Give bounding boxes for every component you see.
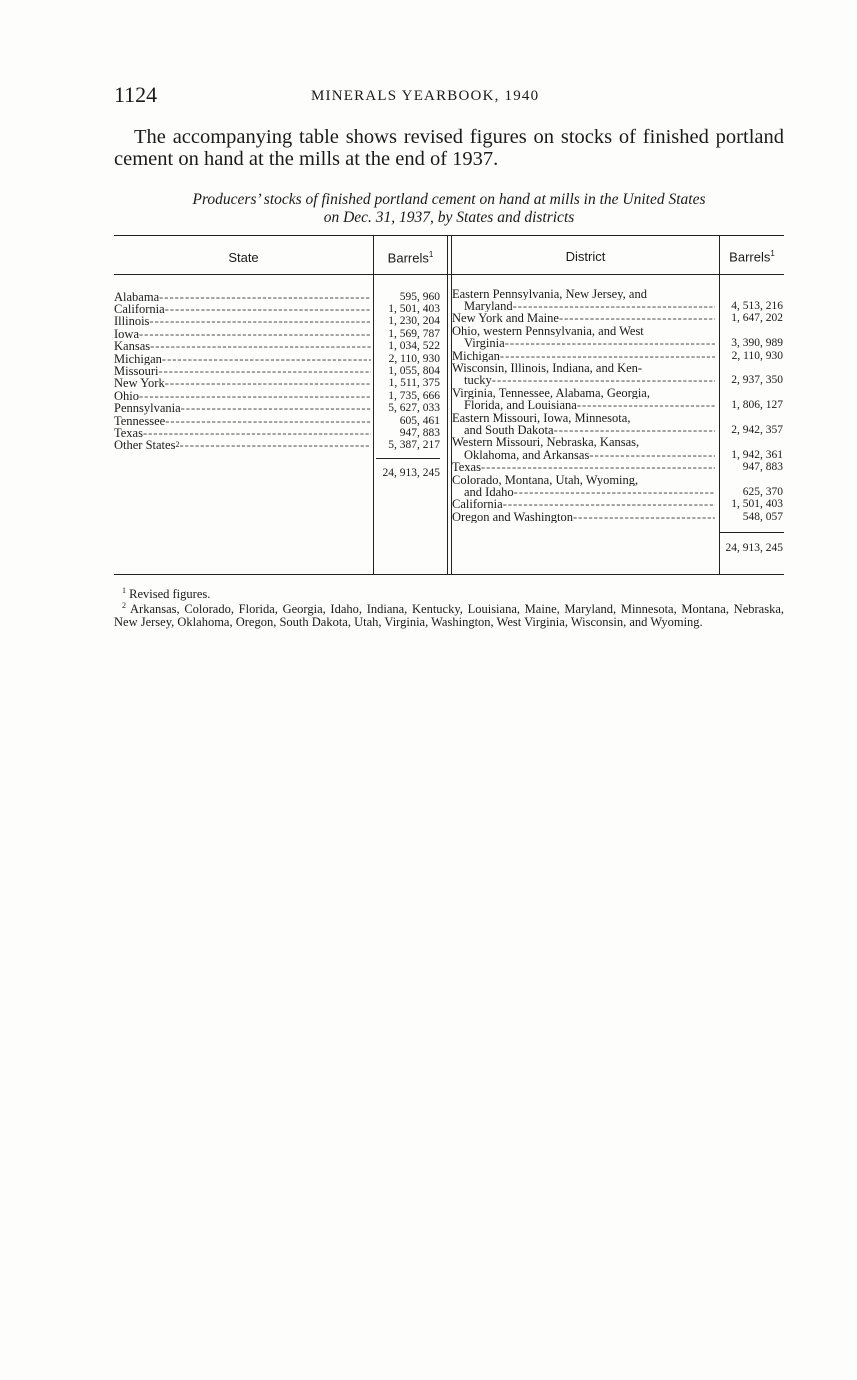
leader-dots: [559, 312, 715, 324]
district-total-rule: [720, 532, 784, 533]
district-name-continued: Maryland: [464, 299, 513, 313]
district-barrels: 625, 370: [742, 486, 783, 498]
leader-dots: [139, 328, 371, 340]
column-rule: [447, 236, 448, 574]
district-name: Michigan: [452, 349, 500, 362]
state-name: Pennsylvania: [114, 402, 181, 415]
leader-dots: [162, 353, 371, 365]
district-name: California: [452, 498, 503, 511]
district-barrels: 3, 390, 989: [731, 337, 783, 350]
state-name: Iowa: [114, 327, 139, 341]
district-row: [452, 387, 715, 399]
page-header: [114, 82, 784, 116]
district-row-continued: [460, 337, 715, 349]
barrels-header-districts: Barrels$^1$: [729, 248, 775, 264]
leader-dots: [481, 461, 715, 473]
header-rule: [114, 274, 784, 275]
spacer: [720, 362, 783, 374]
district-name: Eastern Missouri, Iowa, Minnesota,: [452, 411, 631, 424]
intro-paragraph: The accompanying table shows revised figures on stocks of finished portland cement on hand at the mills at the end of 1937.: [114, 126, 784, 170]
district-row: [452, 461, 715, 473]
state-name: Ohio: [114, 389, 139, 403]
leader-dots: [165, 303, 371, 315]
leader-dots: [139, 390, 371, 402]
district-barrels: 1, 647, 202: [731, 312, 783, 325]
leader-dots: [492, 374, 715, 386]
district-row: [452, 325, 715, 337]
district-row: [452, 436, 715, 448]
leader-dots: [165, 415, 371, 427]
state-barrels: 1, 511, 375: [388, 377, 440, 390]
state-barrels: 1, 735, 666: [388, 389, 440, 402]
state-row: [114, 365, 371, 377]
district-name-continued: and South Dakota: [464, 423, 554, 437]
leader-dots: [573, 511, 715, 523]
leader-dots: [165, 377, 371, 389]
spacer: [720, 387, 783, 399]
district-column: [452, 287, 715, 524]
state-total: 24, 913, 245: [382, 466, 440, 479]
district-row: [452, 288, 715, 300]
footnote-1: $^1$ Revised figures.: [122, 585, 211, 601]
leader-dots: [179, 439, 371, 451]
district-name: Wisconsin, Illinois, Indiana, and Ken-: [452, 361, 643, 375]
state-name: Illinois: [114, 315, 150, 328]
running-head: MINERALS YEARBOOK, 1940: [311, 88, 540, 104]
state-barrels: 1, 230, 204: [388, 315, 440, 328]
district-row: [452, 362, 715, 374]
district-barrels: 548, 057: [742, 510, 783, 523]
district-barrels: 947, 883: [742, 461, 783, 474]
state-barrels: 605, 461: [399, 414, 440, 427]
leader-dots: [554, 424, 715, 436]
leader-dots: [150, 340, 371, 352]
state-barrels-column: [376, 291, 440, 452]
spacer: [720, 288, 783, 300]
district-row: [452, 474, 715, 486]
state-name: Alabama: [114, 290, 160, 303]
state-row: [114, 340, 371, 352]
footnote-2: $^2$ Arkansas, Colorado, Florida, Georgia, Idaho, Indiana, Kentucky, Louisiana, Maine, Maryland, Minnesota, Montana, Nebraska, New Jersey, Oklahoma, Oregon, South Dakota, Utah, Virginia, Washington, West Virginia, Wisconsin, and Wyoming.: [114, 601, 784, 629]
district-row: [452, 511, 715, 523]
leader-dots: [181, 402, 371, 414]
spacer: [720, 436, 783, 448]
leader-dots: [500, 350, 715, 362]
footnote-mark: 2: [175, 440, 180, 450]
leader-dots: [577, 399, 715, 411]
state-name: California: [114, 302, 165, 316]
district-row: [452, 350, 715, 362]
district-name-continued: tucky: [464, 374, 492, 387]
leader-dots: [158, 365, 371, 377]
district-row-continued: [460, 374, 715, 386]
state-total-rule: [376, 458, 440, 459]
district-barrels: 1, 501, 403: [731, 498, 783, 511]
state-row: [114, 390, 371, 402]
state-barrels: 1, 055, 804: [388, 364, 440, 377]
district-row-continued: [460, 424, 715, 436]
page: [114, 82, 784, 628]
caption-line-1: Producers’ stocks of finished portland cement on hand at mills in the United States: [192, 190, 706, 208]
district-row: [452, 312, 715, 324]
state-barrels: 1, 034, 522: [388, 340, 440, 353]
leader-dots: [159, 291, 371, 303]
spacer: [720, 474, 783, 486]
state-barrels: 2, 110, 930: [388, 352, 440, 365]
district-name: Virginia, Tennessee, Alabama, Georgia,: [452, 386, 650, 400]
page-number: 1124: [114, 82, 158, 107]
district-row-continued: [460, 449, 715, 461]
leader-dots: [514, 486, 715, 498]
district-name: New York and Maine: [452, 312, 559, 325]
district-row: [452, 412, 715, 424]
state-column: [114, 291, 371, 452]
state-name: Tennessee: [114, 414, 166, 427]
spacer: [720, 325, 783, 337]
district-name: Western Missouri, Nebraska, Kansas,: [452, 436, 640, 449]
state-row: [114, 353, 371, 365]
state-barrels: 1, 569, 787: [388, 327, 440, 340]
state-row: [114, 291, 371, 303]
district-name-continued: Oklahoma, and Arkansas: [464, 448, 590, 462]
stocks-table: [114, 235, 784, 575]
barrels-header-states: Barrels$^1$: [387, 249, 434, 265]
district-barrels: 2, 110, 930: [731, 349, 783, 362]
district-barrels-column: [720, 288, 783, 524]
state-barrels: 5, 387, 217: [388, 439, 440, 452]
district-name: Oregon and Washington: [452, 510, 573, 524]
state-row: [114, 439, 371, 451]
footnotes: [114, 585, 784, 629]
district-name: Eastern Pennsylvania, New Jersey, and: [452, 287, 647, 300]
district-name-continued: Florida, and Louisiana: [464, 399, 577, 412]
caption-line-2: on Dec. 31, 1937, by States and districts: [323, 208, 575, 226]
district-barrels: 2, 942, 357: [731, 423, 783, 436]
state-name: New York: [114, 377, 165, 390]
district-total: 24, 913, 245: [725, 541, 783, 554]
table-caption: [114, 191, 784, 227]
state-row: [114, 315, 371, 327]
leader-dots: [143, 427, 371, 439]
state-name: Other States: [114, 439, 176, 452]
district-row-continued: [460, 399, 715, 411]
state-row: [114, 402, 371, 414]
district-barrels: 4, 513, 216: [731, 299, 783, 312]
state-barrels: 595, 960: [399, 290, 440, 303]
state-row: [114, 415, 371, 427]
state-row: [114, 303, 371, 315]
state-header: State: [228, 249, 259, 265]
district-row-continued: [460, 486, 715, 498]
state-row: [114, 427, 371, 439]
district-name: Texas: [452, 461, 481, 474]
column-rule: [373, 236, 374, 574]
leader-dots: [503, 498, 715, 510]
district-barrels: 1, 942, 361: [731, 448, 783, 461]
state-row: [114, 328, 371, 340]
district-name: Colorado, Montana, Utah, Wyoming,: [452, 473, 639, 486]
district-name: Ohio, western Pennsylvania, and West: [452, 324, 644, 338]
district-row-continued: [460, 300, 715, 312]
leader-dots: [513, 300, 715, 312]
leader-dots: [149, 315, 371, 327]
state-row: [114, 377, 371, 389]
district-barrels: 1, 806, 127: [731, 399, 783, 412]
district-header: District: [565, 248, 606, 264]
state-name: Texas: [114, 426, 143, 440]
state-barrels: 947, 883: [399, 426, 440, 439]
state-name: Michigan: [114, 352, 162, 365]
state-name: Kansas: [114, 340, 151, 353]
district-barrels: 2, 937, 350: [731, 374, 783, 387]
state-barrels: 5, 627, 033: [388, 402, 440, 415]
spacer: [720, 412, 783, 424]
district-row: [452, 498, 715, 510]
district-name-continued: Virginia: [464, 337, 505, 350]
state-barrels: 1, 501, 403: [388, 302, 440, 315]
state-name: Missouri: [114, 364, 159, 378]
leader-dots: [505, 337, 715, 349]
leader-dots: [589, 449, 715, 461]
district-name-continued: and Idaho: [464, 486, 514, 499]
